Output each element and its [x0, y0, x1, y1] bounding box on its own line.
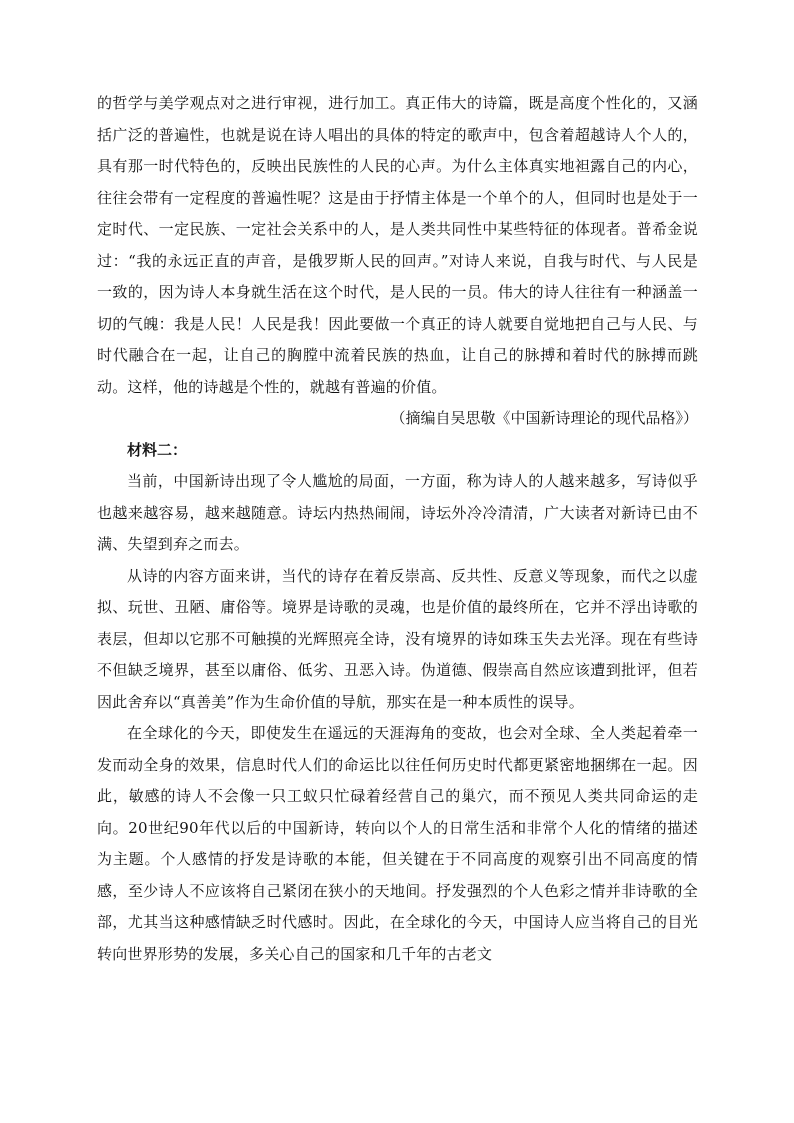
material-two-paragraph-3: 在全球化的今天，即使发生在遥远的天涯海角的变故，也会对全球、全人类起着牵一发而动全身的效果，信息时代人们的命运比以往任何历史时代都更紧密地捆绑在一起。因此，敏感的诗人不会像一只工蚁只忙碌着经营自己的巢穴，而不预见人类共同命运的走向。20世纪90年代以后的中国新诗，转向以个人的日常生活和非常个人化的情绪的描述为主题。个人感情的抒发是诗歌的本能，但关键在于不同高度的观察引出不同高度的情感，至少诗人不应该将自己紧闭在狭小的天地间。抒发强烈的个人色彩之情并非诗歌的全部，尤其当这种感情缺乏时代感时。因此，在全球化的今天，中国诗人应当将自己的目光转向世界形势的发展，多关心自己的国家和几千年的古老文 [97, 724, 698, 963]
material-two-heading: 材料二： [127, 440, 188, 459]
material-two-paragraph-1: 当前，中国新诗出现了令人尴尬的局面，一方面，称为诗人的人越来越多，写诗似乎也越来越容易，越来越随意。诗坛内热热闹闹，诗坛外冷冷清清，广大读者对新诗已由不满、失望到弃之而去。 [97, 472, 698, 553]
material-one-source-citation: （摘编自吴思敬《中国新诗理论的现代品格》） [390, 409, 698, 427]
material-one-continuation-paragraph: 的哲学与美学观点对之进行审视，进行加工。真正伟大的诗篇，既是高度个性化的，又涵括广泛的普遍性，也就是说在诗人唱出的具体的特定的歌声中，包含着超越诗人个人的，具有那一时代特色的，反映出民族性的人民的心声。为什么主体真实地袒露自己的内心，往往会带有一定程度的普遍性呢？这是由于抒情主体是一个单个的人，但同时也是处于一定时代、一定民族、一定社会关系中的人，是人类共同性中某些特征的体现者。普希金说过：“我的永远正直的声音，是俄罗斯人民的回声。”对诗人来说，自我与时代、与人民是一致的，因为诗人本身就生活在这个时代，是人民的一员。伟大的诗人往往有一种涵盖一切的气魄：我是人民！人民是我！因此要做一个真正的诗人就要自觉地把自己与人民、与时代融合在一起，让自己的胸膛中流着民族的热血，让自己的脉搏和着时代的脉搏而跳动。这样，他的诗越是个性的，就越有普遍的价值。 [97, 94, 698, 396]
document-page [97, 88, 698, 970]
material-two-paragraph-2: 从诗的内容方面来讲，当代的诗存在着反崇高、反共性、反意义等现象，而代之以虚拟、玩世、丑陋、庸俗等。境界是诗歌的灵魂，也是价值的最终所在，它并不浮出诗歌的表层，但却以它那不可触摸的光辉照亮全诗，没有境界的诗如珠玉失去光泽。现在有些诗不但缺乏境界，甚至以庸俗、低劣、丑恶入诗。伪道德、假崇高自然应该遭到批评，但若因此舍弃以“真善美”作为生命价值的导航，那实在是一种本质性的误导。 [97, 566, 698, 711]
